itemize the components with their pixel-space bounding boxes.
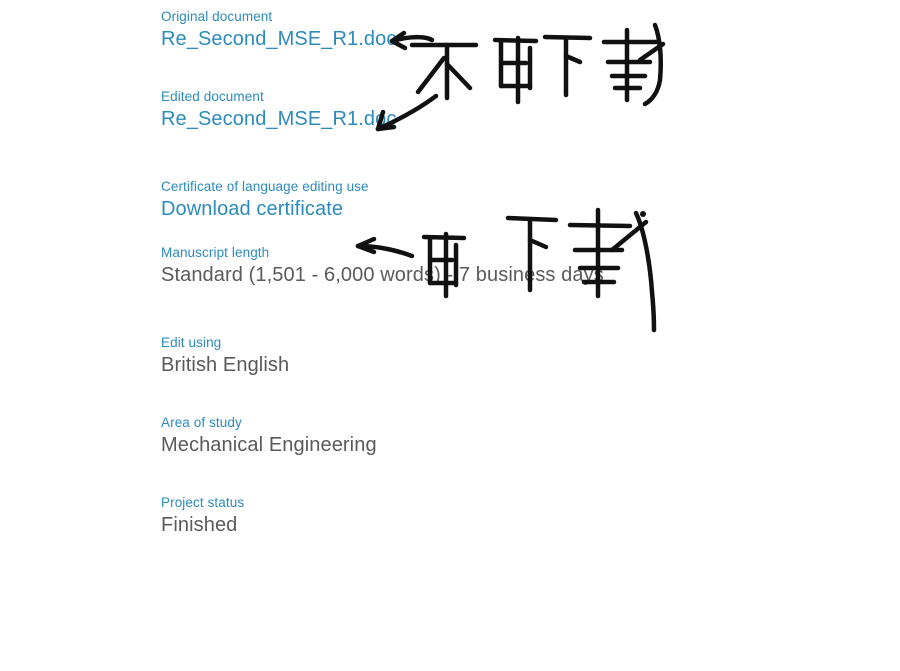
value-area-of-study: Mechanical Engineering [161, 434, 377, 456]
spacer [161, 288, 861, 334]
field-label-certificate: Certificate of language editing use [161, 179, 369, 194]
field-label-project-status: Project status [161, 495, 245, 510]
value-edit-using: British English [161, 354, 290, 376]
field-label-edit-using: Edit using [161, 335, 222, 350]
field-project-status [161, 494, 861, 538]
spacer [161, 132, 861, 178]
field-edit-using [161, 334, 861, 378]
field-original-document [161, 8, 861, 52]
spacer [161, 378, 861, 414]
link-download-certificate[interactable]: Download certificate [161, 198, 344, 220]
link-original-document[interactable]: Re_Second_MSE_R1.doc [161, 28, 397, 50]
field-label-area-of-study: Area of study [161, 415, 242, 430]
field-label-manuscript-length: Manuscript length [161, 245, 270, 260]
value-manuscript-length: Standard (1,501 - 6,000 words) - 7 business days [161, 264, 604, 286]
spacer [161, 222, 861, 244]
field-manuscript-length [161, 244, 861, 288]
details-field-list [161, 8, 861, 538]
value-project-status: Finished [161, 514, 238, 536]
field-area-of-study [161, 414, 861, 458]
field-label-edited-document: Edited document [161, 89, 264, 104]
spacer [161, 52, 861, 88]
link-edited-document[interactable]: Re_Second_MSE_R1.doc [161, 108, 397, 130]
field-label-original-document: Original document [161, 9, 273, 24]
field-certificate [161, 178, 861, 222]
spacer [161, 458, 861, 494]
field-edited-document [161, 88, 861, 132]
